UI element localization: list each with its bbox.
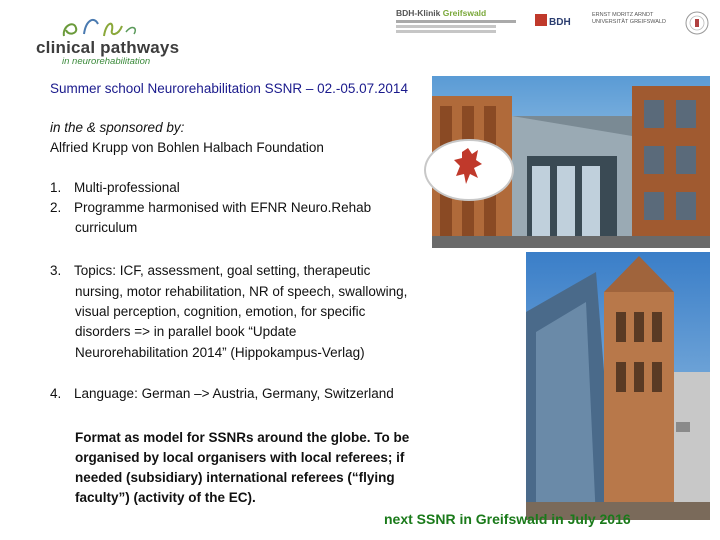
- list-item-continuation: visual perception, cognition, emotion, for specific: [75, 304, 366, 319]
- sponsored-by-label: in the & sponsored by:: [50, 120, 185, 135]
- format-paragraph: [75, 428, 409, 508]
- page-title: Summer school Neurorehabilitation SSNR – 02.-05.07.2014: [50, 81, 408, 96]
- bdh-logo: [535, 12, 583, 34]
- list-item-number: 1.: [50, 180, 62, 195]
- list-item-text: Topics: ICF, assessment, goal setting, therapeutic: [74, 263, 371, 278]
- list-item-continuation: nursing, motor rehabilitation, NR of speech, swallowing,: [75, 284, 408, 299]
- list-item: [50, 198, 371, 218]
- list-item-number: 3.: [50, 263, 62, 278]
- logo-text-line: [396, 25, 496, 28]
- university-seal-icon: [684, 10, 710, 36]
- list-item-continuation: Neurorehabilitation 2014” (Hippokampus-Verlag): [75, 345, 365, 360]
- list-item: [50, 178, 180, 198]
- next-ssnr-note: next SSNR in Greifswald in July 2016: [384, 511, 631, 527]
- university-line-2: UNIVERSITÄT GREIFSWALD: [592, 19, 666, 25]
- university-line-1: ERNST MORITZ ARNDT: [592, 12, 654, 18]
- bdh-klinik-logo: [396, 8, 536, 38]
- logo-wordmark: clinical pathways: [36, 38, 180, 57]
- bdh-klinik-city: Greifswald: [442, 8, 487, 18]
- format-line: Format as model for SSNRs around the globe. To be: [75, 430, 410, 445]
- university-logo: [592, 12, 670, 32]
- bdh-klinik-prefix: BDH-Klinik: [396, 8, 441, 18]
- format-line: needed (subsidiary) international referees (“flying: [75, 470, 395, 485]
- bdh-mark-icon: [535, 14, 547, 26]
- list-item-continuation: curriculum: [75, 220, 138, 235]
- logo-text-line: [396, 20, 516, 23]
- church-photo: [526, 252, 710, 520]
- format-line: organised by local organisers with local referees; if: [75, 450, 405, 465]
- logo-tagline: in neurorehabilitation: [62, 56, 151, 67]
- list-item-continuation: disorders => in parallel book “Update: [75, 324, 297, 339]
- griffin-emblem-icon: [422, 138, 516, 202]
- list-item-text: Programme harmonised with EFNR Neuro.Rehab: [74, 200, 372, 215]
- list-item: [50, 261, 370, 281]
- list-item-text: Multi-professional: [74, 180, 180, 195]
- list-item-text: Language: German –> Austria, Germany, Switzerland: [74, 386, 394, 401]
- logo-text-line: [396, 30, 496, 33]
- list-item-number: 2.: [50, 200, 62, 215]
- foundation-name: Alfried Krupp von Bohlen Halbach Foundation: [50, 140, 324, 155]
- bdh-label: BDH: [549, 17, 571, 28]
- format-line: faculty”) (activity of the EC).: [75, 490, 256, 505]
- list-item: [50, 384, 394, 404]
- list-item-number: 4.: [50, 386, 62, 401]
